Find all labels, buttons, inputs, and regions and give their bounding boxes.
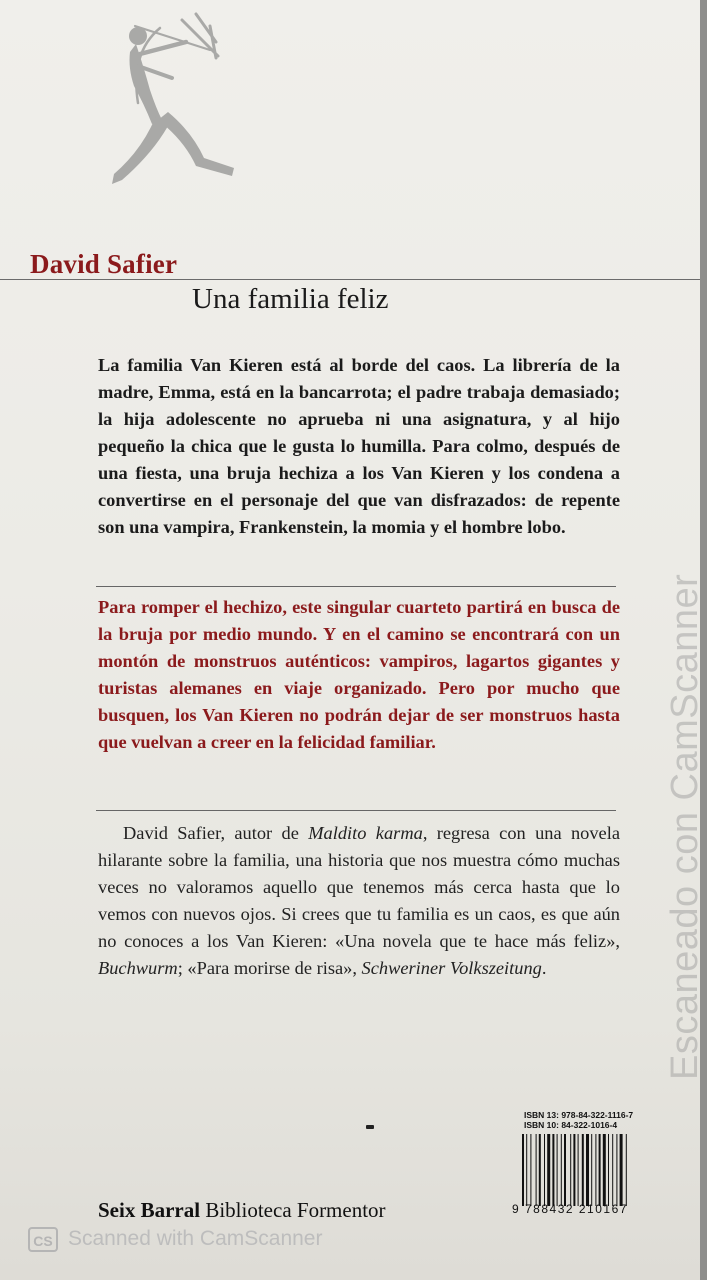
blurb-paragraph-3 (98, 820, 620, 982)
barcode-bar (608, 1134, 609, 1206)
ink-mark (366, 1125, 374, 1129)
publisher-brand: Seix Barral (98, 1198, 201, 1222)
press-source: Buchwurm (98, 958, 178, 978)
barcode-bar (586, 1134, 589, 1206)
barcode-bar (561, 1134, 562, 1206)
barcode-bar (591, 1134, 592, 1206)
barcode-bar (552, 1134, 554, 1206)
camscanner-watermark: Escaneado con CamScanner (664, 573, 706, 1080)
barcode-icon (520, 1134, 676, 1206)
barcode-bar (564, 1134, 566, 1206)
barcode-bar (547, 1134, 550, 1206)
barcode-bar (570, 1134, 571, 1206)
blurb-paragraph-1: La familia Van Kieren está al borde del caos. La librería de la madre, Emma, está en la bancarrota; el padre trabaja demasiado; la hija adolescente no aprueba ni una asignatura, y al hijo pequeño la chica que le gusta lo humilla. Para colmo, después de una fiesta, una bruja hechiza a los Van Kieren y los condena a convertirse en el personaje del que van disfrazados: de repente son una vampira, Frankenstein, la momia y el hombre lobo. (98, 355, 620, 537)
blurb-text: David Safier, autor de (123, 823, 309, 843)
archer-logo-icon (100, 8, 270, 208)
section-divider (96, 810, 616, 811)
barcode-bar (557, 1134, 558, 1206)
barcode-bar (612, 1134, 613, 1206)
isbn-10: ISBN 10: 84-322-1016-4 (524, 1120, 618, 1130)
blurb-text: ; «Para morirse de risa», (177, 958, 362, 978)
barcode-bar (573, 1134, 575, 1206)
barcode-bar (620, 1134, 623, 1206)
barcode-bar (595, 1134, 596, 1206)
barcode-bar (626, 1134, 627, 1206)
barcode-bar (578, 1134, 579, 1206)
press-source: Schweriner Volkszeitung (361, 958, 542, 978)
barcode-bar (544, 1134, 545, 1206)
blurb-paragraph-2: Para romper el hechizo, este singular cuarteto partirá en busca de la bruja por medio mundo. Y en el camino se encontrará con un montón de monstruos auténticos: vampiros, lagartos gigantes y turistas alemanes en viaje organizado. Pero por mucho que busquen, los Van Kieren no podrán dejar de ser monstruos hasta que vuelvan a creer en la felicidad familiar. (98, 597, 620, 752)
barcode-digits: 9 788432 210167 (512, 1202, 628, 1216)
cited-book-title: Maldito karma (308, 823, 423, 843)
barcode-bar (603, 1134, 606, 1206)
book-title: Una familia feliz (192, 283, 389, 315)
barcode-bar (616, 1134, 617, 1206)
book-author: David Safier (30, 249, 178, 279)
blurb-text: . (541, 958, 547, 978)
barcode-bar (599, 1134, 601, 1206)
isbn-13: ISBN 13: 978-84-322-1116-7 (524, 1110, 634, 1120)
barcode-bar (539, 1134, 541, 1206)
blurb-text: , regresa con una novela hilarante sobre la familia, una historia que nos muestra cómo muchas veces no valoramos aquello que tenemos más cerca hasta que lo vemos con nuevos ojos. Si crees que tu familia es un caos, es que aún no conoces a los Van Kieren: «Una novela que te hace más feliz», (98, 823, 620, 951)
barcode-bar (526, 1134, 527, 1206)
camscanner-logo-icon: CS (28, 1227, 58, 1252)
section-divider (96, 586, 616, 587)
camscanner-footer: Scanned with CamScanner (68, 1227, 323, 1250)
publisher-line (98, 1198, 386, 1223)
barcode-bar (530, 1134, 531, 1206)
publisher-collection: Biblioteca Formentor (205, 1198, 386, 1222)
author-divider (0, 279, 700, 280)
isbn-block (524, 1110, 633, 1130)
barcode-bar (522, 1134, 524, 1206)
barcode-bar (536, 1134, 537, 1206)
barcode-bar (582, 1134, 584, 1206)
